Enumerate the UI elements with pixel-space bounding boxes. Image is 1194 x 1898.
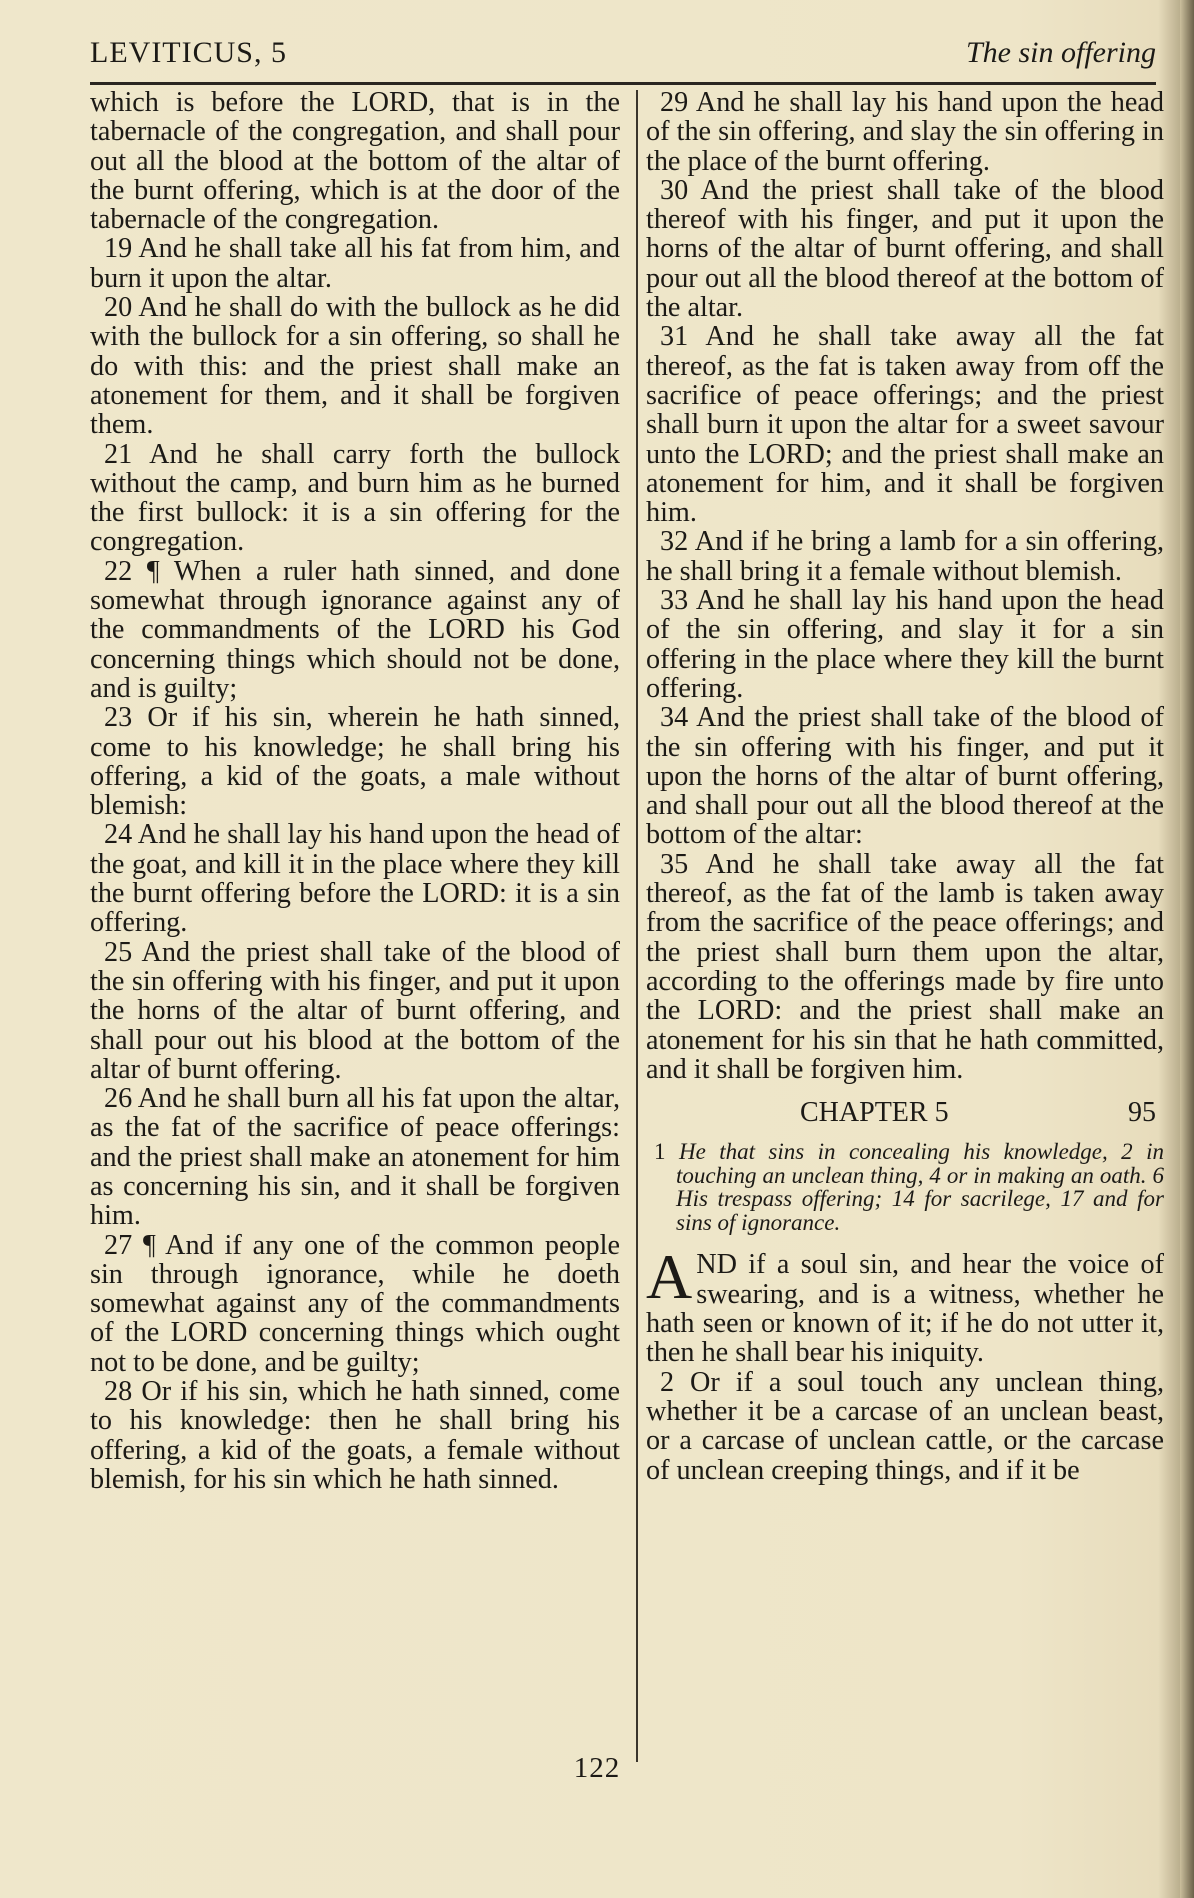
column-divider <box>636 90 638 1762</box>
verse-paragraph: 32 And if he bring a lamb for a sin offering, he shall bring it a female without blemish. <box>646 526 1164 587</box>
drop-cap: A <box>646 1241 693 1313</box>
left-column <box>90 88 620 1778</box>
verse-paragraph: 21 And he shall carry forth the bullock without the camp, and burn him as he burned the first bullock: it is a sin offering for the congregation. <box>90 438 620 558</box>
running-title: The sin offering <box>965 36 1156 69</box>
summary-verse-number: 1 <box>654 1139 666 1165</box>
verse-paragraph: 24 And he shall lay his hand upon the head of the goat, and kill it in the place where they kill the burnt offering before the LORD: it is a sin offering. <box>90 819 620 939</box>
verse-paragraph: 2 Or if a soul touch any unclean thing, whether it be a carcase of an unclean beast, or a carcase of unclean cattle, or the carcase of unclean creeping things, and if it be <box>646 1366 1164 1486</box>
verse-1-text: ND if a soul sin, and hear the voice of swearing, and is a witness, whether he hath seen or known of it; if he do not utter it, then he shall bear his iniquity. <box>646 1249 1164 1369</box>
summary-text: He that sins in concealing his knowledge, 2 in touching an unclean thing, 4 or in making an oath. 6 His trespass offering; 14 for sacrilege, 17 and for sins of ignorance. <box>676 1139 1164 1235</box>
running-header <box>90 36 1156 76</box>
verse-paragraph: 27 ¶ And if any one of the common people sin through ignorance, while he doeth somewhat against any of the commandments of the LORD concerning things which ought not to be done, and be guilty; <box>90 1229 620 1378</box>
chapter-heading <box>646 1098 1164 1132</box>
header-rule <box>90 82 1156 85</box>
verse-paragraph: 20 And he shall do with the bullock as he did with the bullock for a sin offering, so shall he do with this: and the priest shall make an atonement for them, and it shall be forgiven them. <box>90 292 620 441</box>
verse-paragraph: 33 And he shall lay his hand upon the head of the sin offering, and slay it for a sin offering in the place where they kill the burnt offering. <box>646 585 1164 704</box>
verse-paragraph: 19 And he shall take all his fat from him, and burn it upon the altar. <box>90 233 620 294</box>
verse-paragraph: 28 Or if his sin, which he hath sinned, come to his knowledge: then he shall bring his offering, a kid of the goats, a female without blemish, for his sin which he hath sinned. <box>90 1376 620 1495</box>
page-number: 122 <box>573 1752 621 1784</box>
right-column <box>646 88 1164 1778</box>
verse-paragraph: which is before the LORD, that is in the tabernacle of the congregation, and shall pour out all the blood at the bottom of the altar of the burnt offering, which is at the door of the tabernacle of the congregation. <box>90 88 620 236</box>
verse-paragraph: 34 And the priest shall take of the blood of the sin offering with his finger, and put it upon the horns of the altar of burnt offering, and shall pour out all the blood thereof at the bottom of the altar: <box>646 702 1164 851</box>
verse-paragraph: 22 ¶ When a ruler hath sinned, and done somewhat through ignorance against any of the commandments of the LORD his God concerning things which should not be done, and is guilty; <box>90 555 620 704</box>
verse-paragraph: 35 And he shall take away all the fat thereof, as the fat of the lamb is taken away from the sacrifice of the peace offerings; and the priest shall burn them upon the altar, according to the offerings made by fire unto the LORD: and the priest shall make an atonement for his sin that he hath committed, and it shall be forgiven him. <box>646 848 1164 1085</box>
verse-paragraph: 31 And he shall take away all the fat thereof, as the fat is taken away from off the sacrifice of peace offerings; and the priest shall burn it upon the altar for a sweet savour unto the LORD; and the priest shall make an atonement for him, and it shall be forgiven him. <box>646 321 1164 529</box>
page-edge <box>1180 0 1194 1898</box>
verse-paragraph: 26 And he shall burn all his fat upon the altar, as the fat of the sacrifice of peace offerings: and the priest shall make an atonement for him as concerning his sin, and it shall be forgiven him. <box>90 1083 620 1232</box>
book-chapter-label: LEVITICUS, 5 <box>90 36 287 69</box>
verse-paragraph: 29 And he shall lay his hand upon the head of the sin offering, and slay the sin offering in the place of the burnt offering. <box>646 88 1164 177</box>
chapter-title: CHAPTER 5 <box>800 1097 949 1129</box>
verse-paragraph: 23 Or if his sin, wherein he hath sinned, come to his knowledge; he shall bring his offering, a kid of the goats, a male without blemish: <box>90 702 620 822</box>
verse-paragraph: 25 And the priest shall take of the blood of the sin offering with his finger, and put it upon the horns of the altar of burnt offering, and shall pour out his blood at the bottom of the altar of burnt offering. <box>90 936 620 1085</box>
verse-paragraph: 30 And the priest shall take of the blood thereof with his finger, and put it upon the horns of the altar of burnt offering, and shall pour out all the blood thereof at the bottom of the altar. <box>646 174 1164 324</box>
verse-paragraph <box>646 1241 1164 1369</box>
chapter-summary <box>646 1140 1164 1234</box>
chapter-number: 95 <box>1128 1097 1156 1129</box>
